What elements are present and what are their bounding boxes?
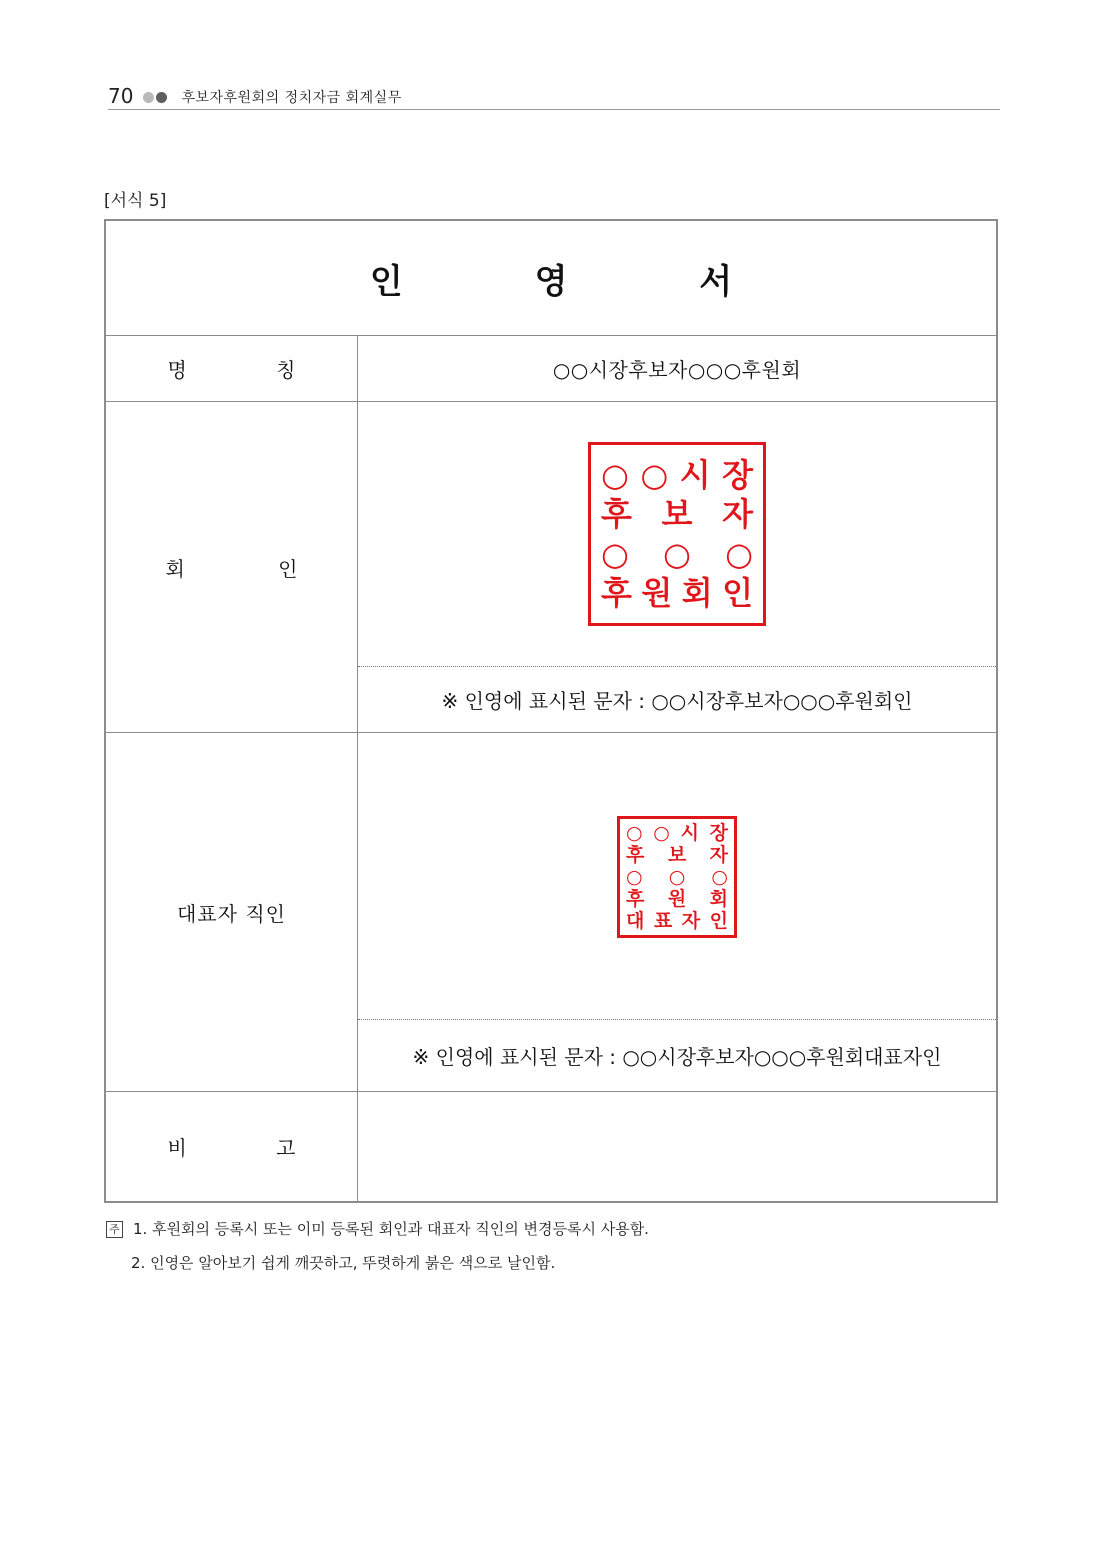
remarks-label-right: 고 bbox=[276, 1136, 296, 1160]
note-marker-icon: 주 bbox=[106, 1221, 123, 1238]
seal-label-right: 인 bbox=[278, 556, 298, 581]
remarks-value bbox=[358, 1092, 996, 1201]
remarks-label-cell bbox=[106, 1092, 358, 1201]
seal-area bbox=[358, 402, 996, 666]
running-title: 후보자후원회의 정치자금 회계실무 bbox=[181, 90, 402, 106]
representative-seal-row bbox=[106, 732, 996, 1091]
rep-seal-value-cell bbox=[358, 733, 996, 1091]
form-number-label: [서식 5] bbox=[104, 191, 167, 211]
seal-label-left: 회 bbox=[165, 556, 185, 581]
name-row bbox=[106, 335, 996, 401]
name-value: ○○시장후보자○○○후원회 bbox=[552, 358, 802, 382]
seal-form-table bbox=[104, 219, 998, 1203]
remarks-label-left: 비 bbox=[167, 1136, 187, 1160]
footnotes bbox=[104, 1212, 649, 1280]
form-title: 인 영 서 bbox=[369, 261, 793, 302]
seal-note: ※ 인영에 표시된 문자 : ○○시장후보자○○○후원회인 bbox=[358, 666, 996, 732]
representative-stamp-icon: ○ ○ 시 장 후 보 자 ○ ○ ○ 후 원 회 대 표 자 인 bbox=[617, 816, 737, 938]
rep-seal-label: 대표자 직인 bbox=[177, 901, 286, 926]
association-seal-row bbox=[106, 401, 996, 732]
page-number: 70 bbox=[108, 84, 134, 108]
rep-seal-label-cell bbox=[106, 733, 358, 1091]
header-dots-icon bbox=[143, 92, 169, 103]
footnote-1: 1. 후원회의 등록시 또는 이미 등록된 회인과 대표자 직인의 변경등록시 사용함. bbox=[133, 1220, 649, 1238]
footnote-2: 2. 인영은 알아보기 쉽게 깨끗하고, 뚜렷하게 붉은 색으로 날인함. bbox=[131, 1254, 556, 1272]
page-header bbox=[108, 84, 1000, 110]
seal-value-cell bbox=[358, 402, 996, 732]
name-label-cell bbox=[106, 336, 358, 401]
name-label-left: 명 bbox=[167, 358, 187, 382]
association-stamp-icon: ○ ○ 시 장 후 보 자 ○ ○ ○ 후 원 회 인 bbox=[588, 442, 766, 626]
name-label-right: 칭 bbox=[276, 358, 296, 382]
form-title-row bbox=[106, 221, 996, 335]
seal-label-cell bbox=[106, 402, 358, 732]
rep-seal-area bbox=[358, 733, 996, 1021]
rep-seal-note: ※ 인영에 표시된 문자 : ○○시장후보자○○○후원회대표자인 bbox=[358, 1019, 996, 1091]
remarks-row bbox=[106, 1091, 996, 1201]
